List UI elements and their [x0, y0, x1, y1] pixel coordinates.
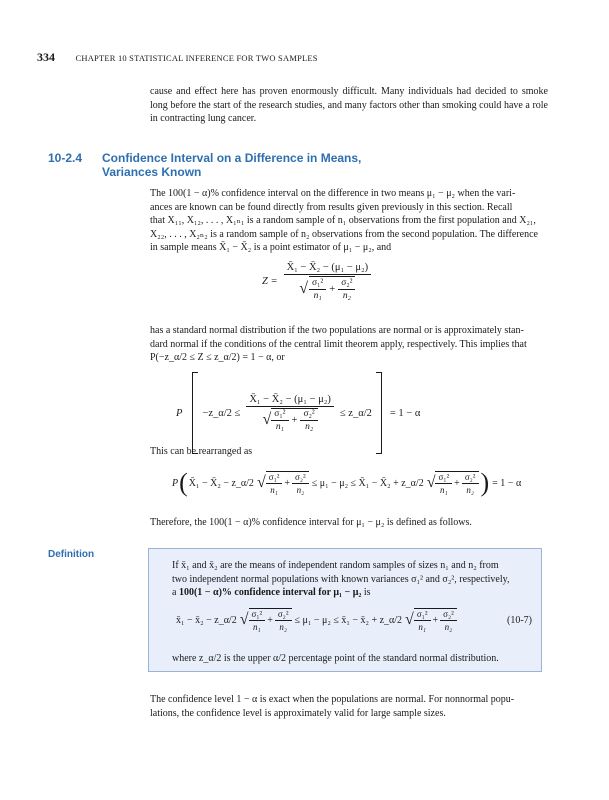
- rearranged-text: This can be rearranged as: [150, 446, 253, 457]
- eq-z-denominator: √ $\frac{\text{σ₁²}}{\text{n₁}}$ + $\frac{\text{σ₂²}}{\text{n₂}}$: [296, 275, 358, 301]
- closing-paragraph: [150, 693, 548, 720]
- para2-line3: P(−z_α/2 ≤ Z ≤ z_α/2) = 1 − α, or: [150, 352, 285, 364]
- eq-prob-rhs: = 1 − α: [389, 407, 421, 419]
- right-bracket: [376, 372, 382, 454]
- paragraph-1: [150, 187, 548, 255]
- sqrt-symbol: √: [299, 279, 308, 297]
- equation-rearranged: P ( X̄₁ − X̄₂ − z_α/2 √ $\frac{\text{σ₁²}}{\text{n₁}}$ + $\frac{\text{σ₂²}}{\text{n₂}}$ ≤ μ₁ − μ₂ ≤ X̄₁ − X̄₂ + z_α/2 √ $\frac{\text{σ₁²}}{\text{n₁}}$ + $\frac{\text{σ₂²}}{\text{n₂}}$ ) = 1 − α: [172, 468, 522, 497]
- page-number: 334: [37, 50, 55, 64]
- paragraph-2: [150, 324, 548, 365]
- def-line2: two independent normal populations with known variances σ₁² and σ₂², respectively,: [172, 573, 510, 585]
- section-number: 10-2.4: [48, 151, 83, 165]
- def-line1: If x̄₁ and x̄₂ are the means of independent random samples of sizes n₁ and n₂ from: [172, 560, 499, 571]
- para1-line3: that X₁₁, X₁₂, . . . , X₁ₙ₁ is a random sample of n₁ observations from the first population and X₂₁,: [150, 215, 536, 227]
- para1-line1: The 100(1 − α)% confidence interval on the difference in two means μ₁ − μ₂ when the vari-: [150, 188, 516, 199]
- definition-label: Definition: [48, 549, 95, 560]
- def-eq-left: x̄₁ − x̄₂ − z_α/2: [176, 614, 237, 626]
- equation-probability: [176, 371, 420, 455]
- eq-z-fraction: [284, 262, 372, 301]
- eq-rearr-rhs: = 1 − α: [492, 477, 522, 489]
- intro-paragraph: cause and effect here has proven enormously difficult. Many individuals had decided to smoke long before the start of the research studies, and many factors other than smoking could have a role in contracting lung cancer.: [150, 86, 548, 125]
- eq-prob-right: ≤ z_α/2: [339, 407, 372, 419]
- definition-text: [172, 559, 532, 600]
- closing-line1: The confidence level 1 − α is exact when the populations are normal. For nonnormal popu-: [150, 694, 515, 705]
- page-header: [37, 50, 318, 65]
- eq-prob-fraction: X̄₁ − X̄₂ − (μ₁ − μ₂) √ $\frac{\text{σ₁²}}{\text{n₁}}$ + $\frac{\text{σ₂²}}{\text{n₂}}$: [246, 394, 334, 432]
- eq-z-lhs: Z =: [262, 276, 278, 287]
- eq-rearr-middle: ≤ μ₁ − μ₂ ≤ X̄₁ − X̄₂ + z_α/2: [311, 477, 424, 489]
- eq-z-numerator: X̄₁ − X̄₂ − (μ₁ − μ₂): [284, 262, 372, 275]
- def-eq-middle: ≤ μ₁ − μ₂ ≤ x̄₁ − x̄₂ + z_α/2: [294, 614, 403, 626]
- equation-number: (10-7): [507, 614, 532, 626]
- def-line3: a 100(1 − α)% confidence interval for μ₁ − μ₂ is: [172, 587, 371, 598]
- equation-z: [262, 262, 371, 301]
- para2-line2: dard normal if the conditions of the central limit theorem apply, respectively. This implies that: [150, 338, 527, 350]
- eq-prob-left: −z_α/2 ≤: [202, 407, 241, 419]
- section-title-line1: Confidence Interval on a Difference in Means,: [102, 151, 362, 165]
- eq-rearr-left: X̄₁ − X̄₂ − z_α/2: [188, 477, 254, 489]
- para2-line1: has a standard normal distribution if the two populations are normal or is approximately stan-: [150, 325, 524, 336]
- para1-line4: X₂₂, . . . , X₂ₙ₂ is a random sample of n₂ observations from the second population. The difference: [150, 228, 538, 240]
- eq-rearr-p: P: [172, 477, 179, 489]
- chapter-title: CHAPTER 10 STATISTICAL INFERENCE FOR TWO SAMPLES: [75, 53, 318, 63]
- section-title-line2: Variances Known: [102, 165, 202, 179]
- para1-line5: in sample means X̄₁ − X̄₂ is a point estimator of μ₁ − μ₂, and: [150, 242, 392, 254]
- section-title: [102, 151, 361, 179]
- eq-prob-p: P: [176, 407, 183, 419]
- closing-line2: lations, the confidence level is approximately valid for large sample sizes.: [150, 707, 446, 719]
- eq-prob-numerator: X̄₁ − X̄₂ − (μ₁ − μ₂): [246, 394, 334, 407]
- therefore-text: Therefore, the 100(1 − α)% confidence interval for μ₁ − μ₂ is defined as follows.: [150, 517, 472, 528]
- def-bold-title: 100(1 − α)% confidence interval for μ₁ − μ₂: [178, 587, 362, 598]
- def-where: where z_α/2 is the upper α/2 percentage point of the standard normal distribution.: [172, 653, 499, 664]
- definition-equation: x̄₁ − x̄₂ − z_α/2 √ $\frac{\text{σ₁²}}{\text{n₁}}$ + $\frac{\text{σ₂²}}{\text{n₂}}$ ≤ μ₁ − μ₂ ≤ x̄₁ − x̄₂ + z_α/2 √ $\frac{\text{σ₁²}}{\text{n₁}}$ + $\frac{\text{σ₂²}}{\text{n₂}}$ (10-7): [176, 609, 532, 632]
- left-bracket: [192, 372, 198, 454]
- para1-line2: ances are known can be found directly from results given previously in this section. Recall: [150, 201, 513, 213]
